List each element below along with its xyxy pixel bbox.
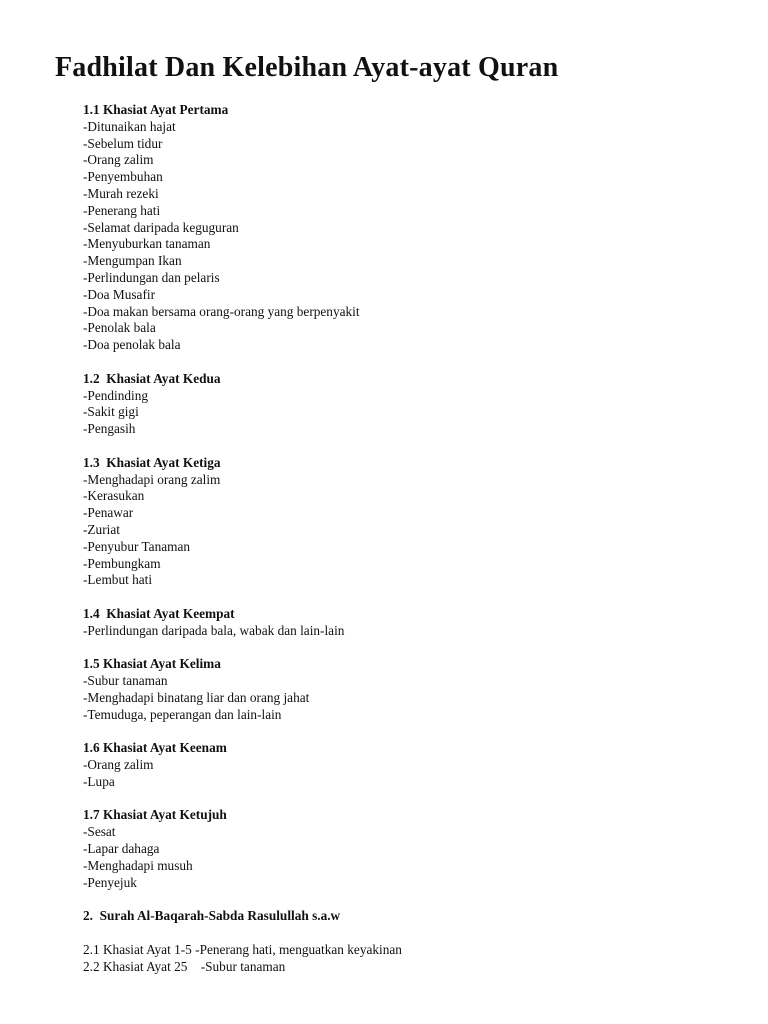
section-heading: 1.4 Khasiat Ayat Keempat [83, 605, 235, 621]
list-item: -Penerang hati [83, 202, 161, 218]
document-body [83, 102, 743, 975]
khasiat-section [83, 740, 743, 790]
list-item: -Temuduga, peperangan dan lain-lain [83, 706, 282, 722]
surah-items [83, 942, 743, 976]
list-item: -Menghadapi orang zalim [83, 471, 221, 487]
document-title: Fadhilat Dan Kelebihan Ayat-ayat Quran [55, 52, 559, 83]
list-item: -Lapar dahaga [83, 841, 160, 857]
list-item: -Pembungkam [83, 555, 161, 571]
khasiat-section [83, 455, 743, 589]
surah-item: 2.2 Khasiat Ayat 25 -Subur tanaman [83, 958, 286, 974]
list-item: -Penyembuhan [83, 169, 163, 185]
list-item: -Selamat daripada keguguran [83, 219, 239, 235]
khasiat-section [83, 656, 743, 723]
section-heading: 1.3 Khasiat Ayat Ketiga [83, 454, 221, 470]
list-item: -Sesat [83, 824, 116, 840]
list-item: -Menyuburkan tanaman [83, 236, 211, 252]
list-item: -Sakit gigi [83, 404, 139, 420]
list-item: -Pengasih [83, 421, 136, 437]
khasiat-section [83, 606, 743, 640]
list-item: -Orang zalim [83, 152, 154, 168]
list-item: -Doa makan bersama orang-orang yang berpenyakit [83, 303, 360, 319]
section-heading: 1.5 Khasiat Ayat Kelima [83, 656, 221, 672]
list-item: -Mengumpan Ikan [83, 253, 182, 269]
list-item: -Perlindungan daripada bala, wabak dan lain-lain [83, 622, 345, 638]
surah-item: 2.1 Khasiat Ayat 1-5 -Penerang hati, menguatkan keyakinan [83, 941, 402, 957]
list-item: -Penolak bala [83, 320, 156, 336]
list-item: -Penyejuk [83, 874, 137, 890]
list-item: -Ditunaikan hajat [83, 118, 176, 134]
list-item: -Lembut hati [83, 572, 153, 588]
list-item: -Penyubur Tanaman [83, 538, 191, 554]
khasiat-sections [83, 102, 743, 891]
list-item: -Kerasukan [83, 488, 145, 504]
section-heading: 1.1 Khasiat Ayat Pertama [83, 102, 229, 117]
list-item: -Subur tanaman [83, 673, 168, 689]
list-item: -Pendinding [83, 387, 149, 403]
list-item: -Orang zalim [83, 757, 154, 773]
list-item: -Perlindungan dan pelaris [83, 269, 220, 285]
list-item: -Zuriat [83, 521, 120, 537]
khasiat-section [83, 371, 743, 438]
list-item: -Murah rezeki [83, 185, 159, 201]
surah-heading: 2. Surah Al-Baqarah-Sabda Rasulullah s.a.w [83, 908, 341, 924]
khasiat-section [83, 102, 743, 354]
section-heading: 1.7 Khasiat Ayat Ketujuh [83, 807, 227, 823]
list-item: -Doa penolak bala [83, 337, 181, 353]
list-item: -Doa Musafir [83, 286, 156, 302]
list-item: -Menghadapi binatang liar dan orang jahat [83, 689, 310, 705]
list-item: -Penawar [83, 505, 134, 521]
list-item: -Sebelum tidur [83, 135, 163, 151]
list-item: -Lupa [83, 773, 115, 789]
section-heading: 1.2 Khasiat Ayat Kedua [83, 370, 221, 386]
section-heading: 1.6 Khasiat Ayat Keenam [83, 740, 227, 756]
khasiat-section [83, 807, 743, 891]
list-item: -Menghadapi musuh [83, 857, 193, 873]
